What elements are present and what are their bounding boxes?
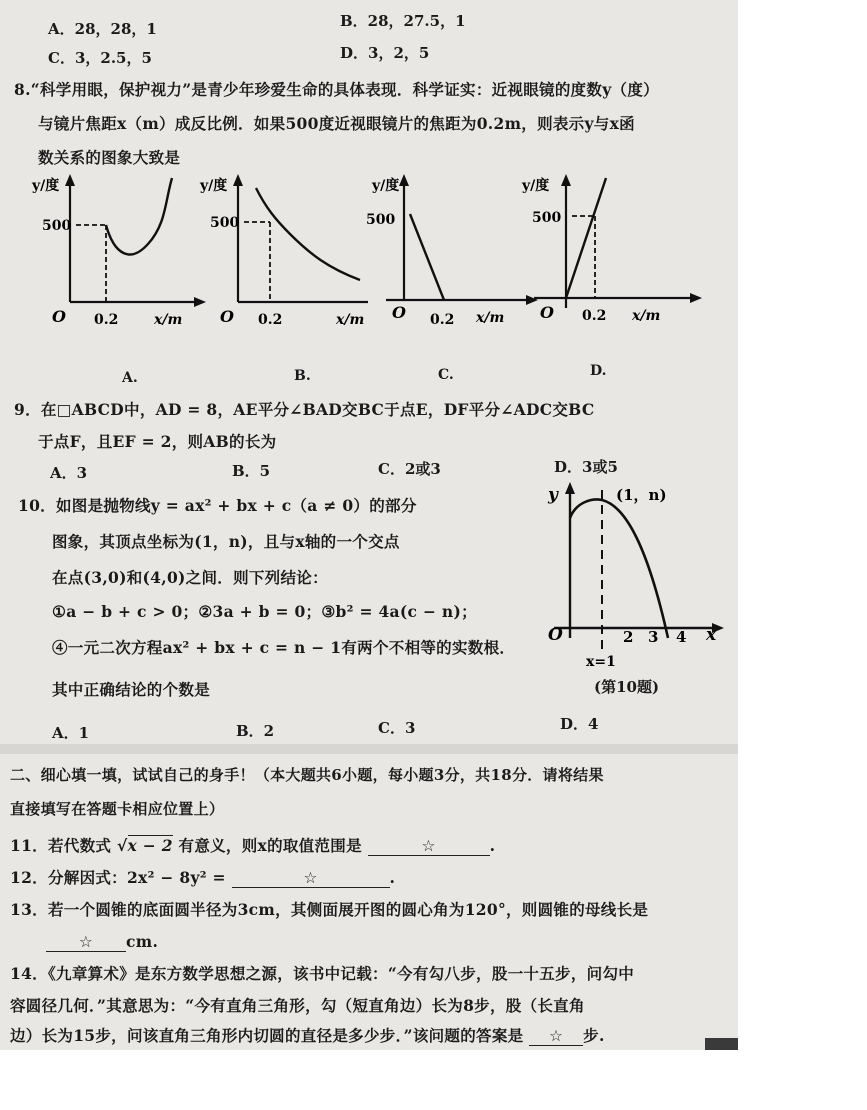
q12: [10, 866, 395, 888]
section2-line2: 直接填写在答题卡相应位置上）: [10, 800, 225, 818]
section2-line1: 二、细心填一填，试试自己的身手！（本大题共6小题，每小题3分，共18分．请将结果: [10, 766, 604, 784]
q10-parabola-figure: [536, 478, 736, 678]
q8-label-c: C.: [438, 367, 454, 383]
graph-b-02: 0.2: [258, 312, 283, 328]
q8-label-a: A.: [122, 370, 138, 386]
graph-d-origin: O: [540, 303, 554, 322]
q14-line2: 容圆径几何．”其意思为：“今有直角三角形，勾（短直角边）长为8步，股（长直角: [10, 996, 585, 1015]
q11-radicand: x − 2: [127, 836, 173, 855]
q10-line5: ④一元二次方程ax² + bx + c = n − 1有两个不相等的实数根．: [52, 638, 516, 657]
q9-option-a: A．3: [50, 464, 88, 482]
graph-d-ylabel: y/度: [522, 178, 550, 194]
q9-option-d: D．3或5: [554, 458, 618, 476]
graph-b-origin: O: [220, 307, 234, 326]
q14-answer-blank[interactable]: [529, 1027, 583, 1046]
graph-a-origin: O: [52, 307, 66, 326]
q9-line2: 于点F，且EF = 2，则AB的长为: [38, 432, 277, 451]
fig-tick-4: 4: [676, 628, 687, 646]
fig-y-label: y: [548, 485, 558, 505]
q10-figure-caption: (第10题): [594, 678, 660, 696]
fig-x-label: x: [706, 625, 717, 645]
q7-option-c: C．3，2.5，5: [48, 49, 152, 67]
q8-graph-b: [198, 172, 378, 342]
graph-b-500: 500: [210, 215, 240, 231]
q10-option-d: D．4: [560, 715, 599, 733]
q8-line3: 数关系的图象大致是: [38, 148, 181, 167]
fig-origin: O: [548, 625, 563, 645]
q8-line1: 8.“科学用眼，保护视力”是青少年珍爱生命的具体表现．科学证实：近视眼镜的度数y（度）: [14, 80, 659, 99]
q7-option-a: A．28，28，1: [48, 20, 157, 38]
section-divider: [0, 744, 738, 754]
q8-graph-d: [520, 172, 710, 342]
q10-line3: 在点(3,0)和(4,0)之间．则下列结论：: [52, 568, 328, 587]
graph-b-ylabel: y/度: [200, 178, 228, 194]
q13-unit: cm.: [126, 932, 159, 951]
graph-c-500: 500: [366, 212, 396, 228]
graph-b-xlabel: x/m: [336, 312, 365, 328]
star-icon: ☆: [303, 869, 318, 887]
graph-c-ylabel: y/度: [372, 178, 400, 194]
q14-line3-text: 边）长为15步，问该直角三角形内切圆的直径是多少步．”该问题的答案是: [10, 1026, 524, 1045]
graph-a-xlabel: x/m: [154, 312, 183, 328]
graph-d-xlabel: x/m: [632, 308, 661, 324]
graph-a-02: 0.2: [94, 312, 119, 328]
q7-option-d: D．3，2，5: [340, 44, 430, 62]
q11-postfix: 有意义，则x的取值范围是: [178, 836, 362, 855]
star-icon: ☆: [421, 837, 436, 855]
fig-tick-3: 3: [648, 628, 659, 646]
q12-period: .: [389, 868, 396, 887]
q14-line3: [10, 1024, 605, 1046]
q8-graph-a: [30, 172, 210, 342]
q10-line4: ①a − b + c > 0；②3a + b = 0；③b² = 4a(c − n)；: [52, 602, 477, 621]
q10-line1: 10．如图是抛物线y = ax² + bx + c（a ≠ 0）的部分: [18, 496, 417, 515]
q10-option-a: A．1: [52, 724, 90, 742]
q8-label-b: B.: [294, 368, 311, 384]
q14-line1: 14．《九章算术》是东方数学思想之源，该书中记载：“今有勾八步，股一十五步，问勾中: [10, 964, 635, 983]
graph-a-500: 500: [42, 218, 72, 234]
q11-period: .: [489, 836, 496, 855]
q8-label-d: D.: [590, 363, 607, 379]
q10-option-c: C．3: [378, 719, 416, 737]
q10-line2: 图象，其顶点坐标为(1，n)，且与x轴的一个交点: [52, 532, 400, 551]
q8-graph-c: [364, 172, 544, 342]
q9-option-c: C．2或3: [378, 460, 441, 478]
q12-answer-blank[interactable]: [232, 869, 390, 888]
q8-line2: 与镜片焦距x（m）成反比例．如果500度近视眼镜片的焦距为0.2m，则表示y与x函: [38, 114, 635, 133]
scan-shadow: [705, 1038, 738, 1050]
q13-line1: 13．若一个圆锥的底面圆半径为3cm，其侧面展开图的圆心角为120°，则圆锥的母线长是: [10, 900, 649, 919]
graph-d-500: 500: [532, 210, 562, 226]
graph-c-xlabel: x/m: [476, 310, 505, 326]
q10-option-b: B．2: [236, 722, 275, 740]
fig-tick-2: 2: [623, 628, 634, 646]
q9-option-b: B．5: [232, 462, 271, 480]
fig-axis-label: x=1: [586, 654, 616, 670]
q11: [10, 834, 495, 856]
q14-unit: 步.: [583, 1026, 605, 1045]
graph-c-02: 0.2: [430, 312, 455, 328]
q12-prefix: 12．分解因式：2x² − 8y² =: [10, 868, 226, 887]
q9-line1: 9．在□ABCD中，AD = 8，AE平分∠BAD交BC于点E，DF平分∠ADC交BC: [14, 400, 595, 419]
sqrt-sign-icon: √: [116, 837, 128, 855]
q11-answer-blank[interactable]: [368, 837, 490, 856]
graph-d-02: 0.2: [582, 308, 607, 324]
q7-option-b: B．28，27.5，1: [340, 12, 466, 30]
q11-prefix: 11．若代数式: [10, 836, 112, 855]
graph-a-ylabel: y/度: [32, 178, 60, 194]
star-icon: ☆: [78, 933, 94, 951]
q13-line2: [46, 932, 158, 952]
star-icon: ☆: [549, 1027, 564, 1045]
graph-c-origin: O: [392, 303, 406, 322]
q10-line6: 其中正确结论的个数是: [52, 680, 211, 699]
q13-answer-blank[interactable]: [46, 933, 126, 952]
fig-vertex-label: (1，n): [616, 486, 667, 504]
